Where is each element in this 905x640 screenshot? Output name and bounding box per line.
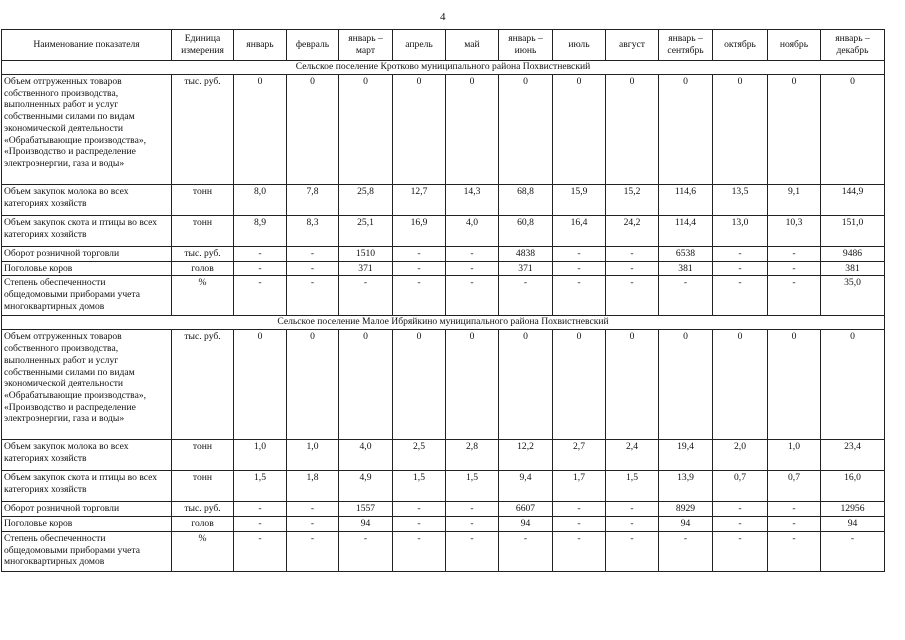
table-row [2, 261, 885, 276]
indicators-table [1, 29, 885, 572]
value-cell: 6607 [499, 502, 553, 517]
value-cell: - [339, 531, 393, 571]
value-cell: 24,2 [606, 216, 659, 247]
value-cell: 2,0 [713, 440, 768, 471]
value-cell: 381 [821, 261, 885, 276]
value-cell: - [499, 276, 553, 316]
value-cell: 4,0 [446, 216, 499, 247]
indicator-name: Объем закупок молока во всех категориях хозяйств [2, 440, 172, 471]
value-cell: 8,3 [287, 216, 339, 247]
value-cell: - [234, 517, 287, 532]
value-cell: 0 [339, 75, 393, 185]
value-cell: 0 [287, 330, 339, 440]
value-cell: - [287, 517, 339, 532]
value-cell: - [659, 276, 713, 316]
value-cell: 94 [659, 517, 713, 532]
indicator-unit: тонн [172, 216, 234, 247]
table-header-row [2, 30, 885, 61]
value-cell: - [606, 247, 659, 262]
table-body [2, 61, 885, 572]
value-cell: 60,8 [499, 216, 553, 247]
indicator-unit: % [172, 276, 234, 316]
value-cell: 4,0 [339, 440, 393, 471]
indicator-unit: тыс. руб. [172, 247, 234, 262]
header-cell: январь – март [339, 30, 393, 61]
value-cell: 6538 [659, 247, 713, 262]
value-cell: 1,0 [287, 440, 339, 471]
value-cell: 0 [659, 330, 713, 440]
indicator-unit: тонн [172, 185, 234, 216]
value-cell: - [393, 531, 446, 571]
value-cell: - [499, 531, 553, 571]
value-cell: 0 [606, 75, 659, 185]
value-cell: 1,5 [606, 471, 659, 502]
value-cell: - [713, 517, 768, 532]
value-cell: 0 [553, 330, 606, 440]
value-cell: 0 [287, 75, 339, 185]
value-cell: 12,7 [393, 185, 446, 216]
value-cell: - [659, 531, 713, 571]
value-cell: - [393, 517, 446, 532]
indicator-name: Оборот розничной торговли [2, 502, 172, 517]
indicator-unit: % [172, 531, 234, 571]
value-cell: - [446, 247, 499, 262]
value-cell: - [713, 247, 768, 262]
value-cell: - [606, 261, 659, 276]
value-cell: - [287, 276, 339, 316]
value-cell: - [768, 261, 821, 276]
value-cell: 15,2 [606, 185, 659, 216]
value-cell: - [446, 261, 499, 276]
value-cell: 13,5 [713, 185, 768, 216]
value-cell: 25,1 [339, 216, 393, 247]
header-cell: Единица измерения [172, 30, 234, 61]
table-row [2, 185, 885, 216]
indicator-name: Поголовье коров [2, 261, 172, 276]
value-cell: 12956 [821, 502, 885, 517]
value-cell: - [713, 261, 768, 276]
value-cell: 16,4 [553, 216, 606, 247]
header-cell: октябрь [713, 30, 768, 61]
value-cell: - [287, 502, 339, 517]
value-cell: 0,7 [768, 471, 821, 502]
indicator-unit: тонн [172, 471, 234, 502]
value-cell: 13,0 [713, 216, 768, 247]
value-cell: - [553, 247, 606, 262]
value-cell: 0 [393, 330, 446, 440]
value-cell: 2,7 [553, 440, 606, 471]
value-cell: - [713, 276, 768, 316]
value-cell: 10,3 [768, 216, 821, 247]
value-cell: 0 [446, 330, 499, 440]
value-cell: - [768, 276, 821, 316]
indicator-unit: тыс. руб. [172, 502, 234, 517]
value-cell: 16,0 [821, 471, 885, 502]
value-cell: 8929 [659, 502, 713, 517]
indicator-unit: тонн [172, 440, 234, 471]
value-cell: - [606, 502, 659, 517]
value-cell: 15,9 [553, 185, 606, 216]
value-cell: - [287, 261, 339, 276]
value-cell: 0 [234, 75, 287, 185]
indicator-name: Объем закупок скота и птицы во всех категориях хозяйств [2, 216, 172, 247]
value-cell: 13,9 [659, 471, 713, 502]
section-title: Сельское поселение Кротково муниципального района Похвистневский [2, 61, 885, 75]
table-row [2, 330, 885, 440]
indicator-unit: голов [172, 261, 234, 276]
value-cell: - [287, 531, 339, 571]
indicator-name: Степень обеспеченности общедомовыми приборами учета многоквартирных домов [2, 276, 172, 316]
value-cell: 381 [659, 261, 713, 276]
value-cell: 0 [339, 330, 393, 440]
section-title: Сельское поселение Малое Ибряйкино муниципального района Похвистневский [2, 316, 885, 330]
table-row [2, 75, 885, 185]
table-row [2, 471, 885, 502]
value-cell: - [821, 531, 885, 571]
value-cell: 25,8 [339, 185, 393, 216]
value-cell: 1,5 [234, 471, 287, 502]
value-cell: 2,4 [606, 440, 659, 471]
value-cell: 0 [821, 75, 885, 185]
header-cell: июль [553, 30, 606, 61]
value-cell: 0 [606, 330, 659, 440]
header-cell: январь – декабрь [821, 30, 885, 61]
value-cell: 0 [659, 75, 713, 185]
value-cell: 0 [499, 75, 553, 185]
value-cell: 23,4 [821, 440, 885, 471]
value-cell: - [553, 276, 606, 316]
value-cell: 0 [713, 330, 768, 440]
value-cell: - [446, 531, 499, 571]
value-cell: 0 [768, 75, 821, 185]
value-cell: 114,4 [659, 216, 713, 247]
value-cell: 7,8 [287, 185, 339, 216]
value-cell: 1,0 [234, 440, 287, 471]
header-cell: май [446, 30, 499, 61]
value-cell: 0 [768, 330, 821, 440]
value-cell: 1557 [339, 502, 393, 517]
value-cell: - [553, 517, 606, 532]
indicator-unit: тыс. руб. [172, 330, 234, 440]
value-cell: - [393, 502, 446, 517]
value-cell: 94 [499, 517, 553, 532]
value-cell: 4838 [499, 247, 553, 262]
table-row [2, 502, 885, 517]
value-cell: 0 [234, 330, 287, 440]
header-cell: ноябрь [768, 30, 821, 61]
value-cell: - [339, 276, 393, 316]
indicator-name: Объем закупок молока во всех категориях хозяйств [2, 185, 172, 216]
value-cell: - [393, 276, 446, 316]
value-cell: - [768, 502, 821, 517]
value-cell: 94 [821, 517, 885, 532]
value-cell: - [553, 531, 606, 571]
table-row [2, 531, 885, 571]
header-cell: январь [234, 30, 287, 61]
header-cell: февраль [287, 30, 339, 61]
value-cell: - [393, 261, 446, 276]
value-cell: 1,7 [553, 471, 606, 502]
value-cell: 1,5 [446, 471, 499, 502]
value-cell: - [234, 247, 287, 262]
value-cell: 19,4 [659, 440, 713, 471]
value-cell: 371 [499, 261, 553, 276]
indicator-name: Оборот розничной торговли [2, 247, 172, 262]
value-cell: 0 [446, 75, 499, 185]
value-cell: - [234, 276, 287, 316]
value-cell: 371 [339, 261, 393, 276]
value-cell: - [446, 276, 499, 316]
page-number: 4 [440, 11, 446, 23]
value-cell: 9,1 [768, 185, 821, 216]
value-cell: - [768, 247, 821, 262]
value-cell: 9,4 [499, 471, 553, 502]
value-cell: 16,9 [393, 216, 446, 247]
value-cell: 4,9 [339, 471, 393, 502]
header-cell: Наименование показателя [2, 30, 172, 61]
section-header-row [2, 61, 885, 75]
value-cell: 0 [821, 330, 885, 440]
value-cell: 144,9 [821, 185, 885, 216]
table-row [2, 517, 885, 532]
value-cell: - [234, 261, 287, 276]
value-cell: 0 [553, 75, 606, 185]
value-cell: 8,9 [234, 216, 287, 247]
value-cell: - [606, 531, 659, 571]
value-cell: 2,8 [446, 440, 499, 471]
value-cell: - [287, 247, 339, 262]
indicator-name: Поголовье коров [2, 517, 172, 532]
indicator-unit: тыс. руб. [172, 75, 234, 185]
value-cell: 14,3 [446, 185, 499, 216]
value-cell: 2,5 [393, 440, 446, 471]
header-cell: апрель [393, 30, 446, 61]
value-cell: 8,0 [234, 185, 287, 216]
value-cell: - [234, 502, 287, 517]
table-row [2, 247, 885, 262]
header-cell: август [606, 30, 659, 61]
value-cell: 0,7 [713, 471, 768, 502]
value-cell: 1510 [339, 247, 393, 262]
value-cell: 1,8 [287, 471, 339, 502]
value-cell: 151,0 [821, 216, 885, 247]
section-header-row [2, 316, 885, 330]
value-cell: 0 [499, 330, 553, 440]
table-row [2, 216, 885, 247]
value-cell: 12,2 [499, 440, 553, 471]
indicator-name: Объем закупок скота и птицы во всех категориях хозяйств [2, 471, 172, 502]
value-cell: - [713, 502, 768, 517]
value-cell: 0 [713, 75, 768, 185]
table-row [2, 440, 885, 471]
value-cell: 114,6 [659, 185, 713, 216]
header-cell: январь – июнь [499, 30, 553, 61]
value-cell: - [234, 531, 287, 571]
value-cell: - [768, 531, 821, 571]
value-cell: - [606, 517, 659, 532]
value-cell: - [553, 502, 606, 517]
value-cell: 35,0 [821, 276, 885, 316]
value-cell: - [606, 276, 659, 316]
value-cell: 1,0 [768, 440, 821, 471]
indicator-unit: голов [172, 517, 234, 532]
value-cell: 68,8 [499, 185, 553, 216]
indicator-name: Степень обеспеченности общедомовыми приборами учета многоквартирных домов [2, 531, 172, 571]
value-cell: - [446, 517, 499, 532]
header-cell: январь – сентябрь [659, 30, 713, 61]
value-cell: 9486 [821, 247, 885, 262]
value-cell: - [768, 517, 821, 532]
indicator-name: Объем отгруженных товаров собственного производства, выполненных работ и услуг собственными силами по видам экономической деятельности «Обрабатывающие производства», «Производство и распределение электроэнергии, газа и воды» [2, 75, 172, 185]
value-cell: - [713, 531, 768, 571]
value-cell: 0 [393, 75, 446, 185]
table-row [2, 276, 885, 316]
value-cell: - [553, 261, 606, 276]
value-cell: - [393, 247, 446, 262]
value-cell: 1,5 [393, 471, 446, 502]
indicator-name: Объем отгруженных товаров собственного производства, выполненных работ и услуг собственными силами по видам экономической деятельности «Обрабатывающие производства», «Производство и распределение электроэнергии, газа и воды» [2, 330, 172, 440]
value-cell: 94 [339, 517, 393, 532]
value-cell: - [446, 502, 499, 517]
